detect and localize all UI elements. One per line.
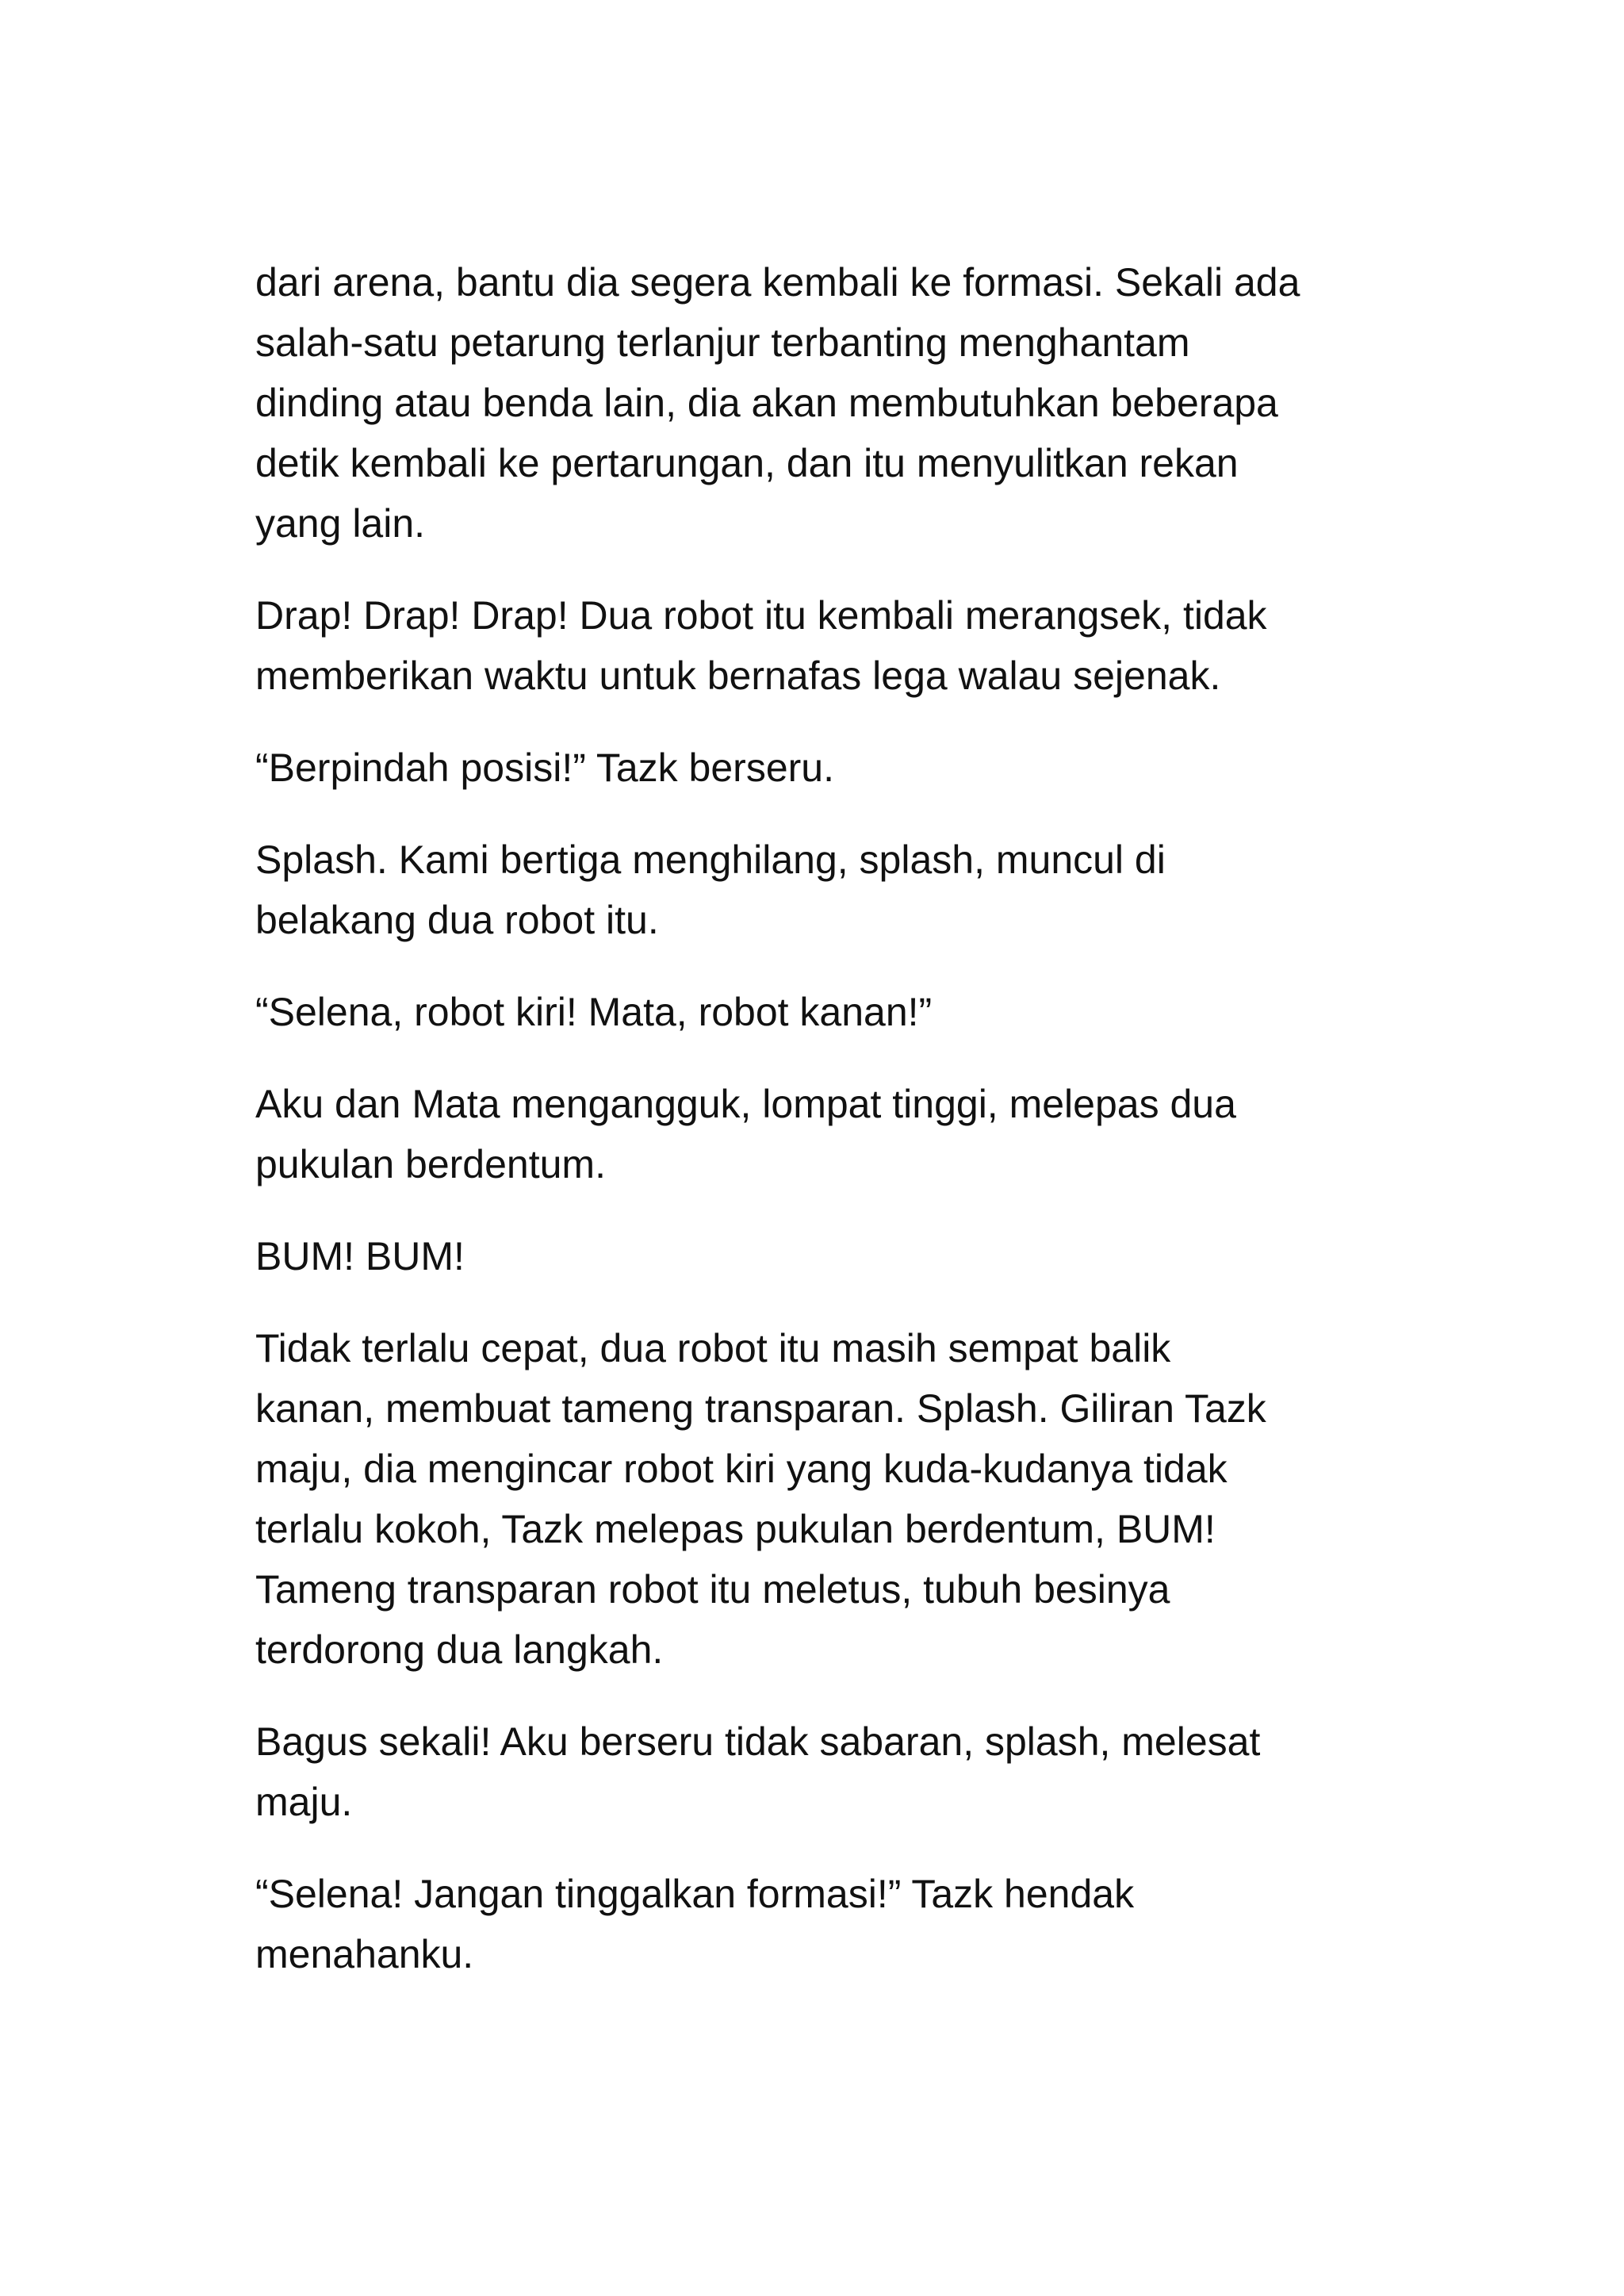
paragraph (255, 252, 1381, 554)
paragraph (255, 738, 1381, 798)
text-line: “Berpindah posisi!” Tazk berseru. (255, 746, 834, 790)
paragraph (255, 982, 1381, 1042)
text-line: terlalu kokoh, Tazk melepas pukulan berdentum, BUM! (255, 1507, 1216, 1551)
paragraph (255, 1864, 1381, 1984)
paragraph (255, 585, 1381, 706)
text-line: belakang dua robot itu. (255, 898, 659, 942)
text-line: dinding atau benda lain, dia akan membutuhkan beberapa (255, 381, 1278, 425)
text-line: menahanku. (255, 1932, 474, 1976)
text-line: Splash. Kami bertiga menghilang, splash, muncul di (255, 838, 1166, 882)
text-line: “Selena! Jangan tinggalkan formasi!” Tazk hendak (255, 1872, 1135, 1916)
text-line: detik kembali ke pertarungan, dan itu menyulitkan rekan (255, 441, 1239, 485)
text-line: terdorong dua langkah. (255, 1627, 664, 1672)
text-line: BUM! BUM! (255, 1234, 465, 1278)
text-line: Tidak terlalu cepat, dua robot itu masih sempat balik (255, 1326, 1171, 1370)
text-line: yang lain. (255, 501, 426, 546)
text-line: “Selena, robot kiri! Mata, robot kanan!” (255, 990, 933, 1034)
paragraph (255, 1711, 1381, 1832)
text-line: Tameng transparan robot itu meletus, tubuh besinya (255, 1567, 1170, 1612)
text-line: salah-satu petarung terlanjur terbanting menghantam (255, 320, 1190, 365)
text-line: maju, dia mengincar robot kiri yang kuda-kudanya tidak (255, 1447, 1228, 1491)
paragraph (255, 1226, 1381, 1286)
text-line: Bagus sekali! Aku berseru tidak sabaran, splash, melesat (255, 1719, 1261, 1764)
text-line: Aku dan Mata mengangguk, lompat tinggi, melepas dua (255, 1082, 1236, 1126)
paragraph (255, 830, 1381, 950)
text-line: maju. (255, 1780, 353, 1824)
text-line: kanan, membuat tameng transparan. Splash. Giliran Tazk (255, 1386, 1266, 1431)
body-text (255, 252, 1381, 2016)
text-line: memberikan waktu untuk bernafas lega walau sejenak. (255, 654, 1221, 698)
text-line: dari arena, bantu dia segera kembali ke formasi. Sekali ada (255, 260, 1300, 305)
paragraph (255, 1074, 1381, 1194)
text-line: Drap! Drap! Drap! Dua robot itu kembali merangsek, tidak (255, 593, 1267, 638)
text-line: pukulan berdentum. (255, 1142, 606, 1186)
paragraph (255, 1318, 1381, 1680)
